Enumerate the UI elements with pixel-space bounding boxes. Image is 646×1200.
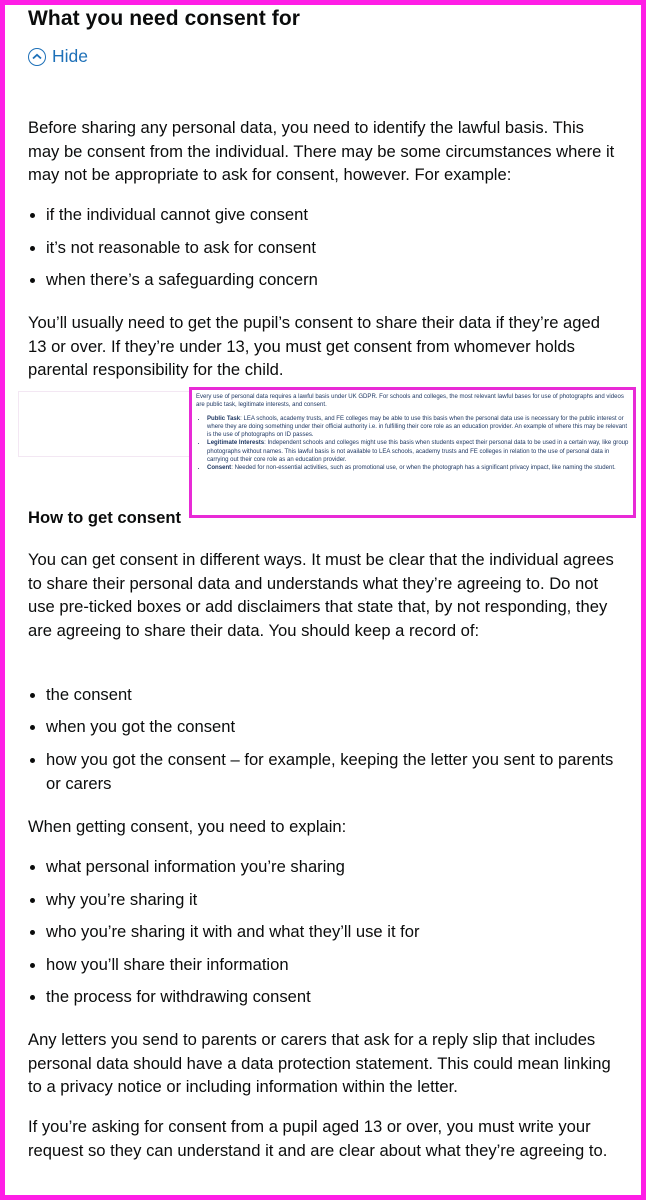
age-paragraph: You’ll usually need to get the pupil’s consent to share their data if they’re aged 13 or over. If they’re under 13, you must get consent from whomever holds parental responsibility for the child. [28,313,600,379]
list-item: it’s not reasonable to ask for consent [46,236,618,260]
pupil-paragraph: If you’re asking for consent from a pupil aged 13 or over, you must write your request so they can understand it and are clear about what they’re agreeing to. [28,1117,608,1160]
letters-paragraph: Any letters you send to parents or carers that ask for a reply slip that includes personal data should have a data protection statement. This could mean linking to a privacy notice or including information within the letter. [28,1030,611,1096]
list-item: if the individual cannot give consent [46,203,618,227]
section-title: What you need consent for [28,7,301,30]
callout-item-public-task: • Public Task: LEA schools, academy trusts, and FE colleges may be able to use this basis when the personal data use is necessary for the public interest or where they are doing something under their official authority i.e. in fulfilling their core role as an education provider. An example of where this may be relevant is the use of photographs on ID passes. [207,415,629,440]
callout-list [196,415,629,473]
callout-item-legitimate-interests: • Legitimate Interests: Independent schools and colleges might use this basis when students expect their personal data to be used in a certain way, like group photographs without names. This lawful basis is not available to LEA schools, academy trusts and FE colleges in relation to the use of personal data in carrying out their core role as an education provider. [207,439,629,464]
how-to-heading: How to get consent [28,508,182,527]
list-item: why you’re sharing it [46,888,618,912]
how-to-paragraph: You can get consent in different ways. It must be clear that the individual agrees to share their personal data and understands what they’re agreeing to. Do not use pre-ticked boxes or add disclaimers that state that, by not responding, they are agreeing to share their data. You should keep a record of: [28,550,614,640]
hide-toggle-label: Hide [52,46,88,66]
list-item: when you got the consent [46,715,618,739]
chevron-up-icon [28,48,46,66]
image-placeholder [18,391,190,457]
list-item: the process for withdrawing consent [46,985,618,1009]
lawful-basis-callout [189,387,636,518]
list-item: how you’ll share their information [46,953,618,977]
callout-intro: Every use of personal data requires a lawful basis under UK GDPR. For schools and colleges, the most relevant lawful bases for use of photographs and videos are public task, legitimate interests, and consent. [196,394,624,409]
list-item: when there’s a safeguarding concern [46,268,618,292]
list-item: how you got the consent – for example, keeping the letter you sent to parents or carers [46,748,618,795]
callout-item-consent: • Consent: Needed for non-essential activities, such as promotional use, or when the photograph has a significant privacy impact, like naming the student. [207,464,629,472]
list-item: the consent [46,683,618,707]
intro-paragraph: Before sharing any personal data, you need to identify the lawful basis. This may be consent from the individual. There may be some circumstances where it may not be appropriate to ask for consent, however. For example: [28,118,615,184]
explain-intro: When getting consent, you need to explain: [28,817,347,836]
hide-toggle[interactable] [28,46,88,67]
list-item: who you’re sharing it with and what they’ll use it for [46,920,618,944]
list-item: what personal information you’re sharing [46,855,618,879]
